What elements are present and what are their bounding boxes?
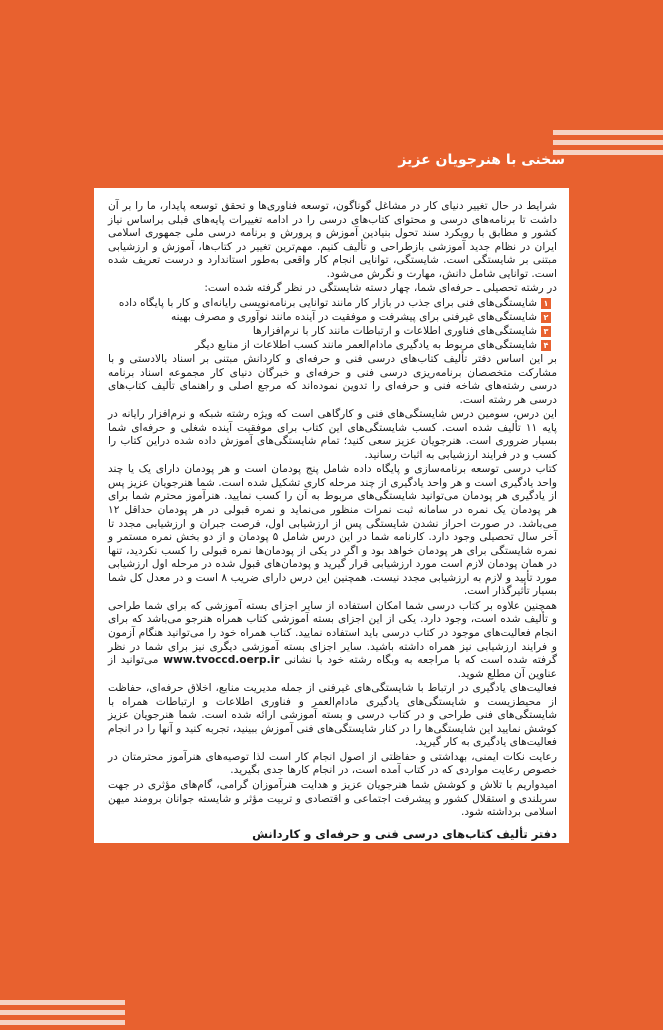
list-item-text: شایستگی‌های غیرفنی برای پیشرفت و موفقیت در آینده مانند نوآوری و مصرف بهینه [170, 310, 537, 323]
list-number-badge: ۲ [541, 312, 551, 323]
paragraph: همچنین علاوه بر کتاب درسی شما امکان استفاده از سایر اجزای بسته آموزشی که برای شما طراحی و تألیف شده است، وجود دارد. یکی از این اجزای بسته آموزشی کتاب همراه هنرجو می‌باشد که برای انجام فعالیت‌های موجود در کتاب درسی باید استفاده نمایید. کتاب همراه خود را می‌توانید هنگام آزمون و فرایند ارزشیابی نیز همراه داشته باشید. سایر اجزای بسته آموزشی دیگری نیز برای شما در نظر گرفته شده است که با مراجعه به وبگاه رشته خود با نشانی [108, 599, 557, 667]
paragraph: در رشته تحصیلی ـ حرفه‌ای شما، چهار دسته شایستگی در نظر گرفته شده است: [204, 282, 557, 295]
list-item-text: شایستگی‌های فناوری اطلاعات و ارتباطات مانند کار با نرم‌افزارها [252, 324, 537, 337]
list-item [108, 297, 557, 311]
paragraph: امیدواریم با تلاش و کوشش شما هنرجویان عزیز و هدایت هنرآموزان گرامی، گام‌های مؤثری در جهت سربلندی و استقلال کشور و پیشرفت اجتماعی و اقتصادی و تربیت مؤثر و شایسته جوانان برومند میهن اسلامی برداشته شود. [108, 778, 557, 819]
list-item-text: شایستگی‌های فنی برای جذب در بازار کار مانند توانایی برنامه‌نویسی رایانه‌ای و کار با پایگاه داده [118, 296, 537, 309]
paragraph-suffix: می‌توانید از عناوین آن مطلع شوید. [108, 654, 557, 680]
list-number-badge: ۳ [541, 326, 551, 337]
list-item-text: شایستگی‌های مربوط به یادگیری مادام‌العمر مانند کسب اطلاعات از منابع دیگر [194, 338, 537, 351]
list-number-badge: ۱ [541, 298, 551, 309]
paragraph: این درس، سومین درس شایستگی‌های فنی و کارگاهی است که ویژه رشته شبکه و نرم‌افزار رایانه در پایه ۱۱ تألیف شده است. کسب شایستگی‌های این کتاب برای موفقیت آینده شغلی و حرفه‌ای شما بسیار ضروری است. هنرجویان عزیز سعی کنید؛ تمام شایستگی‌های آموزش داده شده دراین کتاب را کسب و در فرایند ارزشیابی به اثبات رسانید. [108, 408, 558, 461]
paragraph-with-link [108, 600, 557, 681]
decorative-stripes-top [553, 130, 663, 160]
paragraph: فعالیت‌های یادگیری در ارتباط با شایستگی‌های غیرفنی از جمله مدیریت منابع، اخلاق حرفه‌ای، حفاظت از محیط‌زیست و شایستگی‌های یادگیری مادام‌العمر و فناوری اطلاعات و ارتباطات همراه با شایستگی‌های فنی طراحی و در کتاب درسی و بسته آموزشی ارائه شده است. شما هنرجویان عزیز کوشش نمایید این شایستگی‌ها را در کنار شایستگی‌های فنی آموزش ببینید، تجربه کنید و آنها را در انجام فعالیت‌های یادگیری به کار گیرید. [108, 682, 557, 749]
text-panel [94, 188, 569, 843]
paragraph: شرایط در حال تغییر دنیای کار در مشاغل گوناگون، توسعه فناوری‌ها و تحقق توسعه پایدار، ما را بر آن داشت تا برنامه‌های درسی و محتوای کتاب‌های درسی را در ادامه تغییرات پایه‌های قبلی براساس نیاز کشور و مطابق با رویکرد سند تحول بنیادین آموزش و پرورش و برنامه درسی ملی جمهوری اسلامی ایران در نظام جدید آموزشی بازطراحی و تألیف کنیم. مهم‌ترین تغییر در کتاب‌ها، آموزش و ارزشیابی مبتنی بر شایستگی است. شایستگی، توانایی انجام کار واقعی به‌طور استاندارد و درست تعریف شده است. توانایی شامل دانش، مهارت و نگرش می‌شود. [108, 200, 557, 280]
list-item [108, 339, 557, 353]
website-link[interactable]: www.tvoccd.oerp.ir [163, 654, 280, 667]
list-item [108, 311, 557, 325]
paragraph: کتاب درسی توسعه برنامه‌سازی و پایگاه داده شامل پنج پودمان است و هر پودمان دارای یک یا چند واحد یادگیری است و هر واحد یادگیری از چند مرحله کاری تشکیل شده است. شما هنرجویان عزیز پس از یادگیری هر پودمان می‌توانید شایستگی‌های مربوط به آن را کسب نمایید. هنرآموز محترم شما برای هر پودمان یک نمره در سامانه ثبت نمرات منظور می‌نماید و نمره قبولی در هر پودمان حداقل ۱۲ می‌باشد. در صورت احراز نشدن شایستگی پس از ارزشیابی اول، فرصت جبران و ارزشیابی مجدد تا آخر سال تحصیلی وجود دارد. کارنامه شما در این درس شامل ۵ پودمان و از دو بخش نمره مستمر و نمره شایستگی برای هر پودمان خواهد بود و اگر در یکی از پودمان‌ها نمره قبولی را کسب نکردید، تنها در همان پودمان لازم است مورد ارزشیابی قرار گیرید و پودمان‌های قبول شده در مرحله اول ارزشیابی مورد تأیید و لازم به ارزشیابی مجدد نیست. همچنین این درس دارای ضریب ۸ است و در معدل کل شما بسیار تأثیرگذار است. [108, 463, 558, 598]
paragraph: بر این اساس دفتر تألیف کتاب‌های درسی فنی و حرفه‌ای و کاردانش مبتنی بر اسناد بالادستی و با مشارکت متخصصان برنامه‌ریزی درسی فنی و حرفه‌ای و خبرگان دنیای کار مجموعه اسناد برنامه درسی رشته‌های شاخه فنی و حرفه‌ای را تدوین نموده‌اند که مرجع اصلی و راهنمای تألیف کتاب‌های درسی هر رشته است. [108, 353, 557, 406]
page-title: سخنی با هنرجویان عزیز [398, 152, 565, 168]
list-number-badge: ۴ [541, 340, 551, 351]
paragraph: رعایت نکات ایمنی، بهداشتی و حفاظتی از اصول انجام کار است لذا توصیه‌های هنرآموز محترمتان در خصوص رعایت مواردی که در کتاب آمده است، در انجام کارها جدی بگیرید. [108, 750, 557, 777]
list-item [108, 325, 557, 339]
decorative-stripes-bottom [0, 1000, 125, 1030]
signature: دفتر تألیف کتاب‌های درسی فنی و حرفه‌ای و کاردانش [252, 826, 557, 841]
